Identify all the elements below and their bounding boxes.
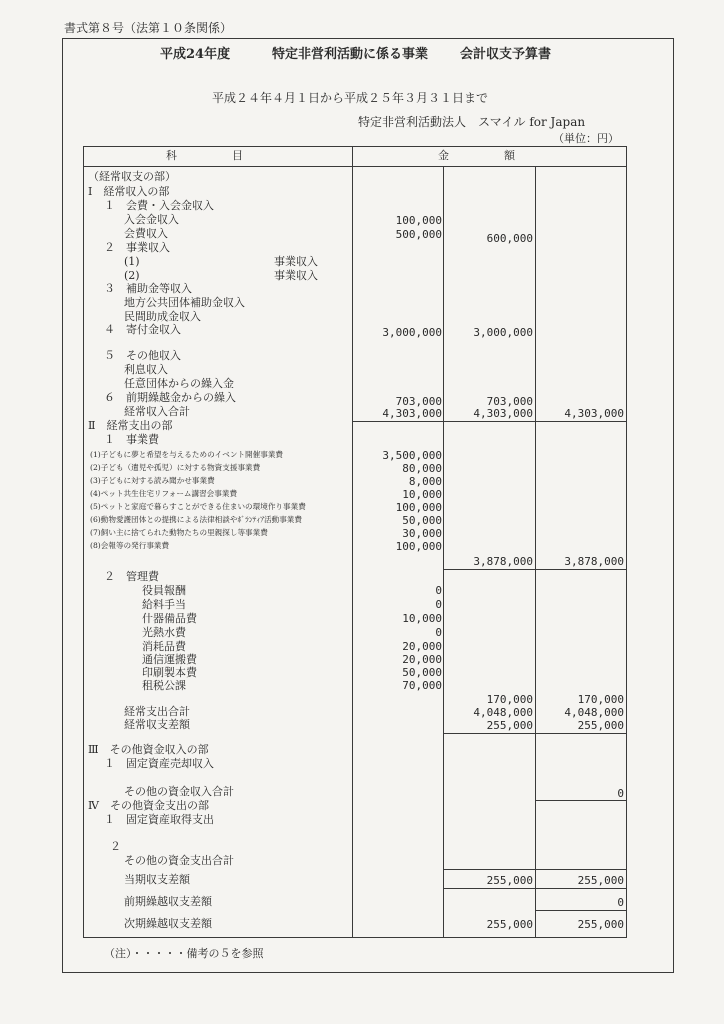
table-right	[626, 146, 627, 938]
col-divider-3	[535, 166, 536, 938]
head-subject: 科 目	[166, 149, 243, 162]
row-1a: 入会金収入	[124, 213, 179, 226]
mgmt-4: 光熱水費	[142, 626, 186, 639]
expense-6: (6)動物愛護団体との提携による法律相談やﾎﾞﾗﾝﾃｨｱ活動事業費	[90, 515, 302, 524]
row-1a-value: 100,000	[395, 214, 442, 227]
section-ordinary: （経常収支の部）	[88, 170, 176, 183]
mgmt-total-2: 170,000	[486, 693, 533, 706]
expense-4-value: 10,000	[402, 488, 442, 501]
mgmt-total-3: 170,000	[577, 693, 624, 706]
expense-8: (8)会報等の発行事業費	[90, 541, 170, 550]
row-5b: 任意団体からの繰入金	[124, 377, 234, 390]
table-bottom	[83, 937, 627, 938]
row-2a: (1)	[124, 255, 140, 268]
mgmt-5: 消耗品費	[142, 640, 186, 653]
mgmt-2-value: 0	[435, 598, 442, 611]
ordinary-diff-3: 255,000	[577, 719, 624, 732]
row-5a: 利息収入	[124, 363, 168, 376]
form-label: 書式第８号（法第１０条関係）	[64, 21, 233, 35]
row-3b: 民間助成金収入	[124, 310, 201, 323]
row-1: １ 会費・入会金収入	[104, 199, 214, 212]
rule-other-inc	[535, 800, 627, 801]
row-2: ２ 事業収入	[104, 241, 170, 254]
title-main: 特定非営利活動に係る事業	[272, 47, 429, 62]
mgmt-7-value: 50,000	[402, 666, 442, 679]
row-2b-label: 事業収入	[274, 269, 318, 282]
col-divider-1	[352, 146, 353, 938]
row-II-2: ２ 管理費	[104, 570, 159, 583]
row-IV: Ⅳ その他資金支出の部	[88, 799, 209, 812]
prev-carry: 前期繰越収支差額	[124, 895, 212, 908]
row-I: Ⅰ 経常収入の部	[88, 185, 170, 198]
row-4: ４ 寄付金収入	[104, 323, 181, 336]
expense-8-value: 100,000	[395, 540, 442, 553]
row-4-value: 3,000,000	[382, 326, 442, 339]
head-amount: 金 額	[438, 149, 515, 162]
mgmt-8-value: 70,000	[402, 679, 442, 692]
row-5: ５ その他収入	[104, 349, 181, 362]
mgmt-2: 給料手当	[142, 598, 186, 611]
rule-biz-end	[443, 569, 627, 570]
row-1b-value: 500,000	[395, 228, 442, 241]
mgmt-1-value: 0	[435, 584, 442, 597]
expense-7: (7)飼い主に捨てられた動物たちの里親探し等事業費	[90, 528, 268, 537]
rule-diff-end	[443, 733, 627, 734]
row-2b: (2)	[124, 269, 140, 282]
expense-1-value: 3,500,000	[382, 449, 442, 462]
row-1-total: 600,000	[486, 232, 533, 245]
row-IV-1: １ 固定資産取得支出	[104, 813, 214, 826]
current-diff: 当期収支差額	[124, 873, 190, 886]
frame-top	[62, 38, 674, 39]
other-income-total: その他の資金収入合計	[124, 785, 234, 798]
expense-5-value: 100,000	[395, 501, 442, 514]
expense-2-value: 80,000	[402, 462, 442, 475]
ordinary-diff: 経常収支差額	[124, 718, 190, 731]
org-name: 特定非営利活動法人 スマイル for Japan	[358, 115, 586, 129]
mgmt-1: 役員報酬	[142, 584, 186, 597]
rule-income-end	[352, 421, 627, 422]
biz-total-3: 3,878,000	[564, 555, 624, 568]
period: 平成２４年４月１日から平成２５年３月３１日まで	[212, 91, 489, 105]
title-right: 会計収支予算書	[460, 47, 552, 62]
expense-4: (4)ペット共生住宅リフォーム講習会事業費	[90, 489, 238, 498]
row-6: ６ 前期繰越金からの繰入	[104, 391, 236, 404]
next-carry: 次期繰越収支差額	[124, 917, 212, 930]
biz-total-2: 3,878,000	[473, 555, 533, 568]
row-II-1: １ 事業費	[104, 433, 159, 446]
expense-3: (3)子どもに対する読み聞かせ事業費	[90, 476, 215, 485]
expense-5: (5)ペットと家庭で暮らすことができる住まいの環境作り事業費	[90, 502, 306, 511]
rule-cur-diff	[443, 888, 627, 889]
row-3: ３ 補助金等収入	[104, 282, 192, 295]
row-4-total: 3,000,000	[473, 326, 533, 339]
expense-6-value: 50,000	[402, 514, 442, 527]
current-diff-3: 255,000	[577, 874, 624, 887]
table-top	[83, 146, 627, 147]
mgmt-6-value: 20,000	[402, 653, 442, 666]
footnote: （注）・・・・・備考の５を参照	[104, 947, 264, 960]
mgmt-8: 租税公課	[142, 679, 186, 692]
mgmt-6: 通信運搬費	[142, 653, 197, 666]
mgmt-4-value: 0	[435, 626, 442, 639]
next-carry-3: 255,000	[577, 918, 624, 931]
mgmt-3: 什器備品費	[142, 612, 197, 625]
row-6-total: 703,000	[486, 395, 533, 408]
expense-3-value: 8,000	[408, 475, 442, 488]
row-II: Ⅱ 経常支出の部	[88, 419, 173, 432]
expense-2: (2)子ども（遺児や孤児）に対する物資支援事業費	[90, 463, 261, 472]
row-income-total-3: 4,303,000	[564, 407, 624, 420]
frame-left	[62, 38, 63, 973]
frame-bottom	[62, 972, 674, 973]
other-income-value: 0	[617, 787, 624, 800]
mgmt-5-value: 20,000	[402, 640, 442, 653]
other-expense-total: その他の資金支出合計	[124, 854, 234, 867]
row-income-value: 4,303,000	[382, 407, 442, 420]
ordinary-diff-2: 255,000	[486, 719, 533, 732]
expense-total-2: 4,048,000	[473, 706, 533, 719]
row-2a-label: 事業収入	[274, 255, 318, 268]
row-3a: 地方公共団体補助金収入	[124, 296, 245, 309]
col-divider-2	[443, 166, 444, 938]
mgmt-3-value: 10,000	[402, 612, 442, 625]
rule-other-exp	[443, 869, 627, 870]
expense-7-value: 30,000	[402, 527, 442, 540]
row-III: Ⅲ その他資金収入の部	[88, 743, 209, 756]
table-head-bottom	[83, 166, 627, 167]
expense-total-3: 4,048,000	[564, 706, 624, 719]
fiscal-year: 平成24年度	[160, 47, 231, 62]
current-diff-2: 255,000	[486, 874, 533, 887]
prev-carry-3: 0	[617, 896, 624, 909]
expense-total: 経常支出合計	[124, 705, 190, 718]
row-1b: 会費収入	[124, 227, 168, 240]
table-left	[83, 146, 84, 938]
unit-label: （単位：円）	[553, 132, 619, 145]
rule-prev-carry	[535, 910, 627, 911]
row-IV-2: ２	[110, 840, 121, 853]
expense-1: (1)子どもに夢と希望を与えるためのイベント開催事業費	[90, 450, 284, 459]
frame-right	[673, 38, 674, 973]
row-income-total: 経常収入合計	[124, 405, 190, 418]
row-6-value: 703,000	[395, 395, 442, 408]
mgmt-7: 印刷製本費	[142, 666, 197, 679]
next-carry-2: 255,000	[486, 918, 533, 931]
row-income-total-2: 4,303,000	[473, 407, 533, 420]
row-III-1: １ 固定資産売却収入	[104, 757, 214, 770]
